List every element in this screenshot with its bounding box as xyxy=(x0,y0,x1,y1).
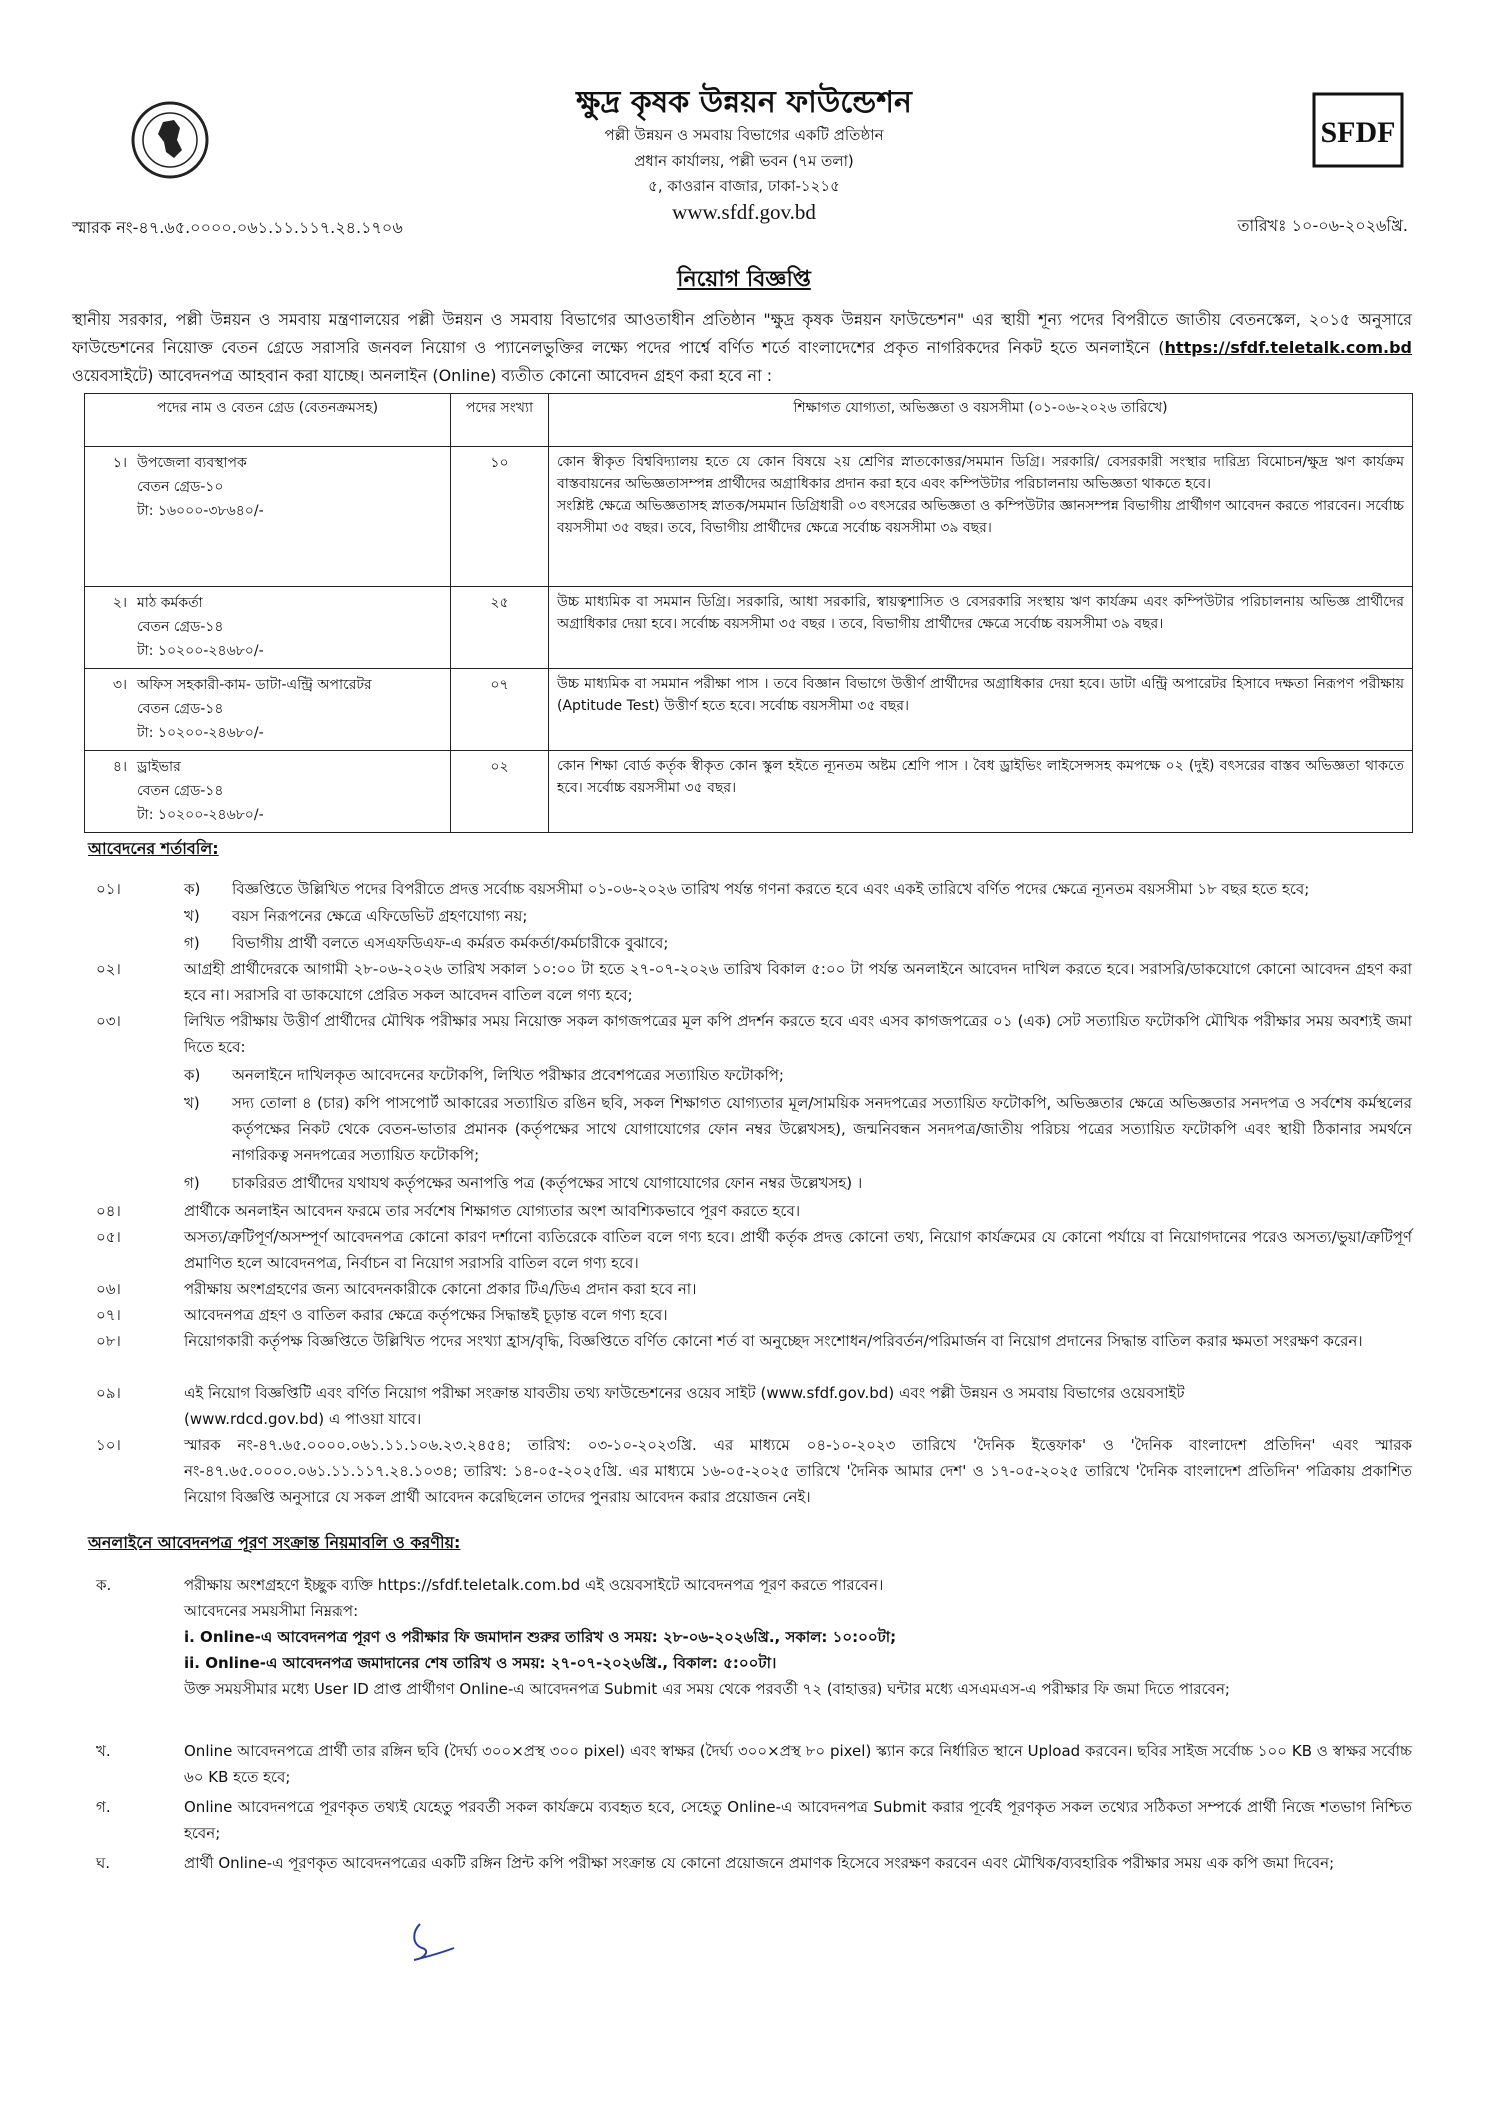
requirements-text: উচ্চ মাধ্যমিক বা সমমান পরীক্ষা পাস । তবে বিজ্ঞান বিভাগে উত্তীর্ণ প্রার্থীদের অগ্রাধিকার দেয়া হবে। ডাটা এন্ট্রি অপারেটর হিসাবে দক্ষতা নিরূপণ পরীক্ষায় (Aptitude Test) উত্তীর্ণ হতে হবে। সর্বোচ্চ বয়সসীমা ৩৫ বছর। xyxy=(557,676,1404,714)
organization-office: প্রধান কার্যালয়, পল্লী ভবন (৭ম তলা) xyxy=(634,152,854,170)
condition-number: ০৭। xyxy=(96,1306,121,1324)
condition-number: ০৬। xyxy=(96,1280,121,1298)
condition-8: নিয়োগকারী কর্তৃপক্ষ বিজ্ঞপ্তিতে উল্লিখিত পদের সংখ্যা হ্রাস/বৃদ্ধি, বিজ্ঞপ্তিতে বর্ণিত কোনো শর্ত বা অনুচ্ছেদ সংশোধন/পরিবর্তন/পরিমার্জন বা নিয়োগ প্রদানের সিদ্ধান্ত বাতিল করার ক্ষমতা সংরক্ষণ করেন। xyxy=(184,1332,1363,1350)
condition-1a: বিজ্ঞপ্তিতে উল্লিখিত পদের বিপরীতে প্রদত্ত সর্বোচ্চ বয়সসীমা ০১-০৬-২০২৬ তারিখ পর্যন্ত গণনা করতে হবে এবং একই তারিখে বর্ণিত পদের ক্ষেত্রে ন্যূনতম বয়সসীমা ১৮ বছর হতে হবে; xyxy=(232,880,1310,898)
post-grade: বেতন গ্রেড-১৪ xyxy=(137,619,224,635)
rule-g: Online আবেদনপত্রে পূরণকৃত তথ্যই যেহেতু পরবর্তী সকল কার্যক্রমে ব্যবহৃত হবে, সেহেতু Online-এ আবেদনপত্র Submit করার পূর্বেই পূরণকৃত সকল তথ্যের সঠিকতা সম্পর্কে প্রার্থী নিজে শতভাগ নিশ্চিত হবেন; xyxy=(184,1798,1412,1842)
column-header-post: পদের নাম ও বেতন গ্রেড (বেতনক্রমসহ) xyxy=(85,394,451,447)
sub-mark: গ) xyxy=(184,934,200,952)
post-number: ৪। xyxy=(112,759,127,775)
table-row xyxy=(85,587,1413,669)
post-count: ০২ xyxy=(451,751,549,833)
organization-website[interactable]: www.sfdf.gov.bd xyxy=(672,200,816,224)
post-grade: বেতন গ্রেড-১৪ xyxy=(137,783,224,799)
rule-k-line1: পরীক্ষায় অংশগ্রহণে ইচ্ছুক ব্যক্তি https://sfdf.teletalk.com.bd এই ওয়েবসাইটে আবেদনপত্র পূরণ করতে পারবেন। xyxy=(184,1576,884,1594)
post-cell xyxy=(85,587,451,669)
rule-k-start-date: i. Online-এ আবেদনপত্র পূরণ ও পরীক্ষার ফি জমাদান শুরুর তারিখ ও সময়: ২৮-০৬-২০২৬খ্রি., সকাল: ১০:০০টা; xyxy=(184,1628,897,1646)
condition-1c: বিভাগীয় প্রার্থী বলতে এসএফডিএফ-এ কর্মরত কর্মকর্তা/কর্মচারীকে বুঝাবে; xyxy=(232,934,669,952)
sub-mark: খ) xyxy=(184,1094,200,1112)
post-name: ড্রাইভার xyxy=(137,759,181,775)
post-number: ৩। xyxy=(112,677,127,693)
organization-address: ৫, কাওরান বাজার, ঢাকা-১২১৫ xyxy=(648,177,840,195)
post-scale: টা: ১০২০০-২৪৬৮০/- xyxy=(137,725,264,741)
organization-subtitle: পল্লী উন্নয়ন ও সমবায় বিভাগের একটি প্রতিষ্ঠান xyxy=(604,126,884,144)
condition-9-text: এই নিয়োগ বিজ্ঞপ্তিটি এবং বর্ণিত নিয়োগ পরীক্ষা সংক্রান্ত যাবতীয় তথ্য ফাউন্ডেশনের ওয়েব সাইট (www.sfdf.gov.bd) এবং পল্লী উন্নয়ন ও সমবায় বিভাগের ওয়েবসাইট xyxy=(184,1384,1185,1402)
post-requirements xyxy=(549,587,1413,669)
online-rules-heading: অনলাইনে আবেদনপত্র পূরণ সংক্রান্ত নিয়মাবলি ও করণীয়: xyxy=(88,1533,461,1552)
condition-number: ০১। xyxy=(96,880,121,898)
rule-mark: গ. xyxy=(96,1798,111,1816)
table-header-row xyxy=(85,394,1413,447)
sub-mark: ক) xyxy=(184,1066,201,1084)
intro-text-1: স্থানীয় সরকার, পল্লী উন্নয়ন ও সমবায় মন্ত্রণালয়ের পল্লী উন্নয়ন ও সমবায় বিভাগের আওতাধীন প্রতিষ্ঠান "ক্ষুদ্র কৃষক উন্নয়ন ফাউন্ডেশন" এর স্থায়ী শূন্য পদের বিপরীতে জাতীয় বেতনস্কেল, ২০১৫ অনুসারে ফাউন্ডেশনের নিয়োক্ত বেতন গ্রেডে সরাসরি জনবল নিয়োগ ও প্যানেলভুক্তির লক্ষ্যে পদের পার্শ্বে বর্ণিত শর্তে বাংলাদেশের প্রকৃত নাগরিকদের নিকট হতে অনলাইনে ( xyxy=(72,310,1412,357)
posts-table xyxy=(84,393,1413,833)
post-cell xyxy=(85,447,451,587)
rule-mark: ঘ. xyxy=(96,1854,111,1872)
condition-number: ০২। xyxy=(96,960,121,978)
notice-title: নিয়োগ বিজ্ঞপ্তি xyxy=(677,267,811,292)
svg-text:SFDF: SFDF xyxy=(1320,116,1396,149)
condition-3b: সদ্য তোলা ৪ (চার) কপি পাসপোর্ট আকারের সত্যায়িত রঙিন ছবি, সকল শিক্ষাগত যোগ্যতার মূল/সাময়িক সনদপত্রের সত্যায়িত ফটোকপি, অভিজ্ঞতার ক্ষেত্রে অভিজ্ঞতার সনদপত্র ও সর্বশেষ কর্মস্থলের কর্তৃপক্ষের নিকট থেকে বেতন-ভাতার প্রমানক (কর্তৃপক্ষের সাথে যোগাযোগের ফোন নম্বর উল্লেখসহ), জন্মনিবন্ধন সনদপত্র/জাতীয় পরিচয় পত্রের সত্যায়িত ফটোকপি এবং স্থায়ী ঠিকানার সমর্থনে নাগরিকত্ব সনদপত্রের সত্যায়িত ফটোকপি; xyxy=(232,1094,1412,1164)
condition-3: লিখিত পরীক্ষায় উত্তীর্ণ প্রার্থীদের মৌখিক পরীক্ষার সময় নিয়োক্ত সকল কাগজপত্রের মূল কপি প্রদর্শন করতে হবে এবং এসব কাগজপত্রের ০১ (এক) সেট সত্যায়িত ফটোকপি মৌখিক পরীক্ষার সময় অবশ্যই জমা দিতে হবে: xyxy=(184,1012,1412,1056)
condition-number: ০৩। xyxy=(96,1012,121,1030)
condition-3a: অনলাইনে দাখিলকৃত আবেদনের ফটোকপি, লিখিত পরীক্ষার প্রবেশপত্রের সত্যায়িত ফটোকপি; xyxy=(232,1066,784,1084)
table-row xyxy=(85,669,1413,751)
post-scale: টা: ১০২০০-২৪৬৮০/- xyxy=(137,807,264,823)
post-requirements xyxy=(549,751,1413,833)
rule-k-line2: আবেদনের সময়সীমা নিম্নরূপ: xyxy=(184,1602,359,1620)
intro-paragraph xyxy=(72,306,1412,390)
sub-mark: ক) xyxy=(184,880,201,898)
post-scale: টা: ১৬০০০-৩৮৬৪০/- xyxy=(137,503,264,519)
post-cell xyxy=(85,751,451,833)
condition-7: আবেদনপত্র গ্রহণ ও বাতিল করার ক্ষেত্রে কর্তৃপক্ষের সিদ্ধান্তই চূড়ান্ত বলে গণ্য হবে। xyxy=(184,1306,668,1324)
application-url[interactable]: https://sfdf.teletalk.com.bd xyxy=(1164,338,1412,357)
condition-number: ০৮। xyxy=(96,1332,121,1350)
condition-5: অসত্য/ত্রুটিপূর্ণ/অসম্পূর্ণ আবেদনপত্র কোনো কারণ দর্শানো ব্যতিরেকে বাতিল বলে গণ্য হবে। প্রার্থী কর্তৃক প্রদত্ত কোনো তথ্য, নিয়োগ কার্যক্রমের যে কোনো পর্যায়ে বা নিয়োগদানের পরেও অসত্য/ভুয়া/ত্রুটিপূর্ণ প্রমাণিত হলে আবেদনপত্র, নির্বাচন বা নিয়োগ সরাসরি বাতিল বলে গণ্য হবে। xyxy=(184,1228,1412,1272)
post-cell xyxy=(85,669,451,751)
post-count: ২৫ xyxy=(451,587,549,669)
rule-gh: প্রার্থী Online-এ পূরণকৃত আবেদনপত্রের একটি রঙ্গিন প্রিন্ট কপি পরীক্ষা সংক্রান্ত যে কোনো প্রয়োজনে প্রমাণক হিসেবে সংরক্ষণ করবেন এবং মৌখিক/ব্যবহারিক পরীক্ষার সময় এক কপি জমা দিবেন; xyxy=(184,1854,1335,1872)
post-number: ১। xyxy=(112,455,127,471)
post-count: ০৭ xyxy=(451,669,549,751)
rule-k-fee: উক্ত সময়সীমার মধ্যে User ID প্রাপ্ত প্রার্থীগণ Online-এ আবেদনপত্র Submit এর সময় থেকে পরবর্তী ৭২ (বাহাত্তর) ঘন্টার মধ্যে এসএমএস-এ পরীক্ষার ফি জমা দিতে পারবেন; xyxy=(184,1680,1230,1698)
post-grade: বেতন গ্রেড-১৪ xyxy=(137,701,224,717)
table-row xyxy=(85,751,1413,833)
condition-6: পরীক্ষায় অংশগ্রহণের জন্য আবেদনকারীকে কোনো প্রকার টিএ/ডিএ প্রদান করা হবে না। xyxy=(184,1280,697,1298)
post-count: ১০ xyxy=(451,447,549,587)
conditions-heading: আবেদনের শর্তাবলি: xyxy=(88,839,219,858)
requirements-text: উচ্চ মাধ্যমিক বা সমমান ডিগ্রি। সরকারি, আধা সরকারি, স্বায়ত্বশাসিত ও বেসরকারি সংস্থায় ঋণ কার্যক্রম এবং কম্পিউটার পরিচালনায় অভিজ্ঞ প্রার্থীদের অগ্রাধিকার দেয়া হবে। সর্বোচ্চ বয়সসীমা ৩৫ বছর । তবে, বিভাগীয় প্রার্থীদের ক্ষেত্রে সর্বোচ্চ বয়সসীমা ৩৯ বছর। xyxy=(557,594,1404,632)
notice-date: তারিখঃ ১০-০৬-২০২৬খ্রি. xyxy=(1237,216,1408,235)
condition-2: আগ্রহী প্রার্থীদেরকে আগামী ২৮-০৬-২০২৬ তারিখ সকাল ১০:০০ টা হতে ২৭-০৭-২০২৬ তারিখ বিকাল ৫:০০ টা পর্যন্ত অনলাইনে আবেদন দাখিল করতে হবে। সরাসরি/ডাকযোগে কোনো আবেদন গ্রহণ করা হবে না। সরাসরি বা ডাকযোগে প্রেরিত সকল আবেদন বাতিল বলে গণ্য হবে; xyxy=(184,960,1412,1004)
condition-10: স্মারক নং-৪৭.৬৫.০০০০.০৬১.১১.১০৬.২৩.২৪৫৪; তারিখ: ০৩-১০-২০২৩খ্রি. এর মাধ্যমে ০৪-১০-২০২৩ তারিখে 'দৈনিক ইত্তেফাক' ও 'দৈনিক বাংলাদেশ প্রতিদিন' এবং স্মারক নং-৪৭.৬৫.০০০০.০৬১.১১.১১৭.২৪.১০৩৪; তারিখ: ১৪-০৫-২০২৫খ্রি. এর মাধ্যমে ১৬-০৫-২০২৫ তারিখে 'দৈনিক আমার দেশ' ও ১৭-০৫-২০২৫ তারিখে 'দৈনিক বাংলাদেশ প্রতিদিন' পত্রিকায় প্রকাশিত নিয়োগ বিজ্ঞপ্তি অনুসারে যে সকল প্রার্থী আবেদন করেছিলেন তাদের পুনরায় আবেদন করার প্রয়োজন নেই। xyxy=(184,1436,1412,1506)
condition-4: প্রার্থীকে অনলাইন আবেদন ফরমে তার সর্বশেষ শিক্ষাগত যোগ্যতার অংশ আবশ্যিকভাবে পূরণ করতে হবে। xyxy=(184,1202,801,1220)
intro-text-2: ওয়েবসাইটে) আবেদনপত্র আহবান করা যাচ্ছে। অনলাইন (Online) ব্যতীত কোনো আবেদন গ্রহণ করা হবে না : xyxy=(72,366,773,385)
condition-number: ১০। xyxy=(96,1436,121,1454)
rule-k-end-date: ii. Online-এ আবেদনপত্র জমাদানের শেষ তারিখ ও সময়: ২৭-০৭-২০২৬খ্রি., বিকাল: ৫:০০টা। xyxy=(184,1654,777,1672)
condition-number: ০৫। xyxy=(96,1228,121,1246)
condition-3c: চাকরিরত প্রার্থীদের যথাযথ কর্তৃপক্ষের অনাপত্তি পত্র (কর্তৃপক্ষের সাথে যোগাযোগের ফোন নম্বর উল্লেখসহ) । xyxy=(232,1174,863,1192)
post-requirements xyxy=(549,447,1413,587)
memo-number: স্মারক নং-৪৭.৬৫.০০০০.০৬১.১১.১১৭.২৪.১৭০৬ xyxy=(72,218,403,237)
requirements-text-departmental: সংশ্লিষ্ট ক্ষেত্রে অভিজ্ঞতাসহ স্নাতক/সমমান ডিগ্রিধারী ০৩ বৎসরের অভিজ্ঞতা ও কম্পিউটার জ্ঞানসম্পন্ন বিভাগীয় প্রার্থীগণ আবেদন করতে পারবেন। সর্বোচ্চ বয়সসীমা ৩৫ বছর। তবে, বিভাগীয় প্রার্থীদের ক্ষেত্রে সর্বোচ্চ বয়সসীমা ৩৯ বছর। xyxy=(557,498,1404,536)
column-header-count: পদের সংখ্যা xyxy=(451,394,549,447)
rule-mark: ক. xyxy=(96,1576,112,1594)
organization-name: ক্ষুদ্র কৃষক উন্নয়ন ফাউন্ডেশন xyxy=(576,85,912,120)
column-header-requirements: শিক্ষাগত যোগ্যতা, অভিজ্ঞতা ও বয়সসীমা (০১-০৬-২০২৬ তারিখে) xyxy=(549,394,1413,447)
post-name: অফিস সহকারী-কাম- ডাটা-এন্ট্রি অপারেটর xyxy=(137,677,372,693)
requirements-text: কোন স্বীকৃত বিশ্ববিদ্যালয় হতে যে কোন বিষয়ে ২য় শ্রেণির স্নাতকোত্তর/সমমান ডিগ্রি। সরকারি/ বেসরকারী সংস্থার দারিদ্র্য বিমোচন/ক্ষুদ্র ঋণ কার্যক্রম বাস্তবায়নের অভিজ্ঞতাসম্পন্ন প্রার্থীদের অগ্রাধিকার প্রদান করা হবে এবং কম্পিউটার পরিচালনায় অভিজ্ঞতা থাকতে হবে। xyxy=(557,454,1404,492)
sub-mark: গ) xyxy=(184,1174,200,1192)
post-number: ২। xyxy=(112,595,127,611)
rdcd-website-link[interactable]: (www.rdcd.gov.bd) এ পাওয়া যাবে। xyxy=(184,1410,422,1428)
table-row xyxy=(85,447,1413,587)
rule-kh: Online আবেদনপত্রে প্রার্থী তার রঙ্গিন ছবি (দৈর্ঘ্য ৩০০×প্রস্থ ৩০০ pixel) এবং স্বাক্ষর (দৈর্ঘ্য ৩০০×প্রস্থ ৮০ pixel) স্ক্যান করে নির্ধারিত স্থানে Upload করবেন। ছবির সাইজ সর্বোচ্চ ১০০ KB ও স্বাক্ষর সর্বোচ্চ ৬০ KB হতে হবে; xyxy=(184,1742,1412,1786)
post-name: মাঠ কর্মকর্তা xyxy=(137,595,203,611)
requirements-text: কোন শিক্ষা বোর্ড কর্তৃক স্বীকৃত কোন স্কুল হইতে ন্যূনতম অষ্টম শ্রেণি পাস । বৈধ ড্রাইভিং লাইসেন্সসহ কমপক্ষে ০২ (দুই) বৎসরের বাস্তব অভিজ্ঞতা থাকতে হবে। সর্বোচ্চ বয়সসীমা ৩৫ বছর। xyxy=(557,758,1404,796)
rule-mark: খ. xyxy=(96,1742,111,1760)
condition-number: ০৯। xyxy=(96,1384,121,1402)
condition-number: ০৪। xyxy=(96,1202,121,1220)
post-scale: টা: ১০২০০-২৪৬৮০/- xyxy=(137,643,264,659)
post-grade: বেতন গ্রেড-১০ xyxy=(137,479,224,495)
condition-9 xyxy=(184,1380,1412,1432)
handwritten-initial xyxy=(392,1918,462,1972)
post-name: উপজেলা ব্যবস্থাপক xyxy=(137,455,247,471)
sub-mark: খ) xyxy=(184,907,200,925)
condition-1b: বয়স নিরূপনের ক্ষেত্রে এফিডেভিট গ্রহণযোগ্য নয়; xyxy=(232,907,528,925)
post-requirements xyxy=(549,669,1413,751)
